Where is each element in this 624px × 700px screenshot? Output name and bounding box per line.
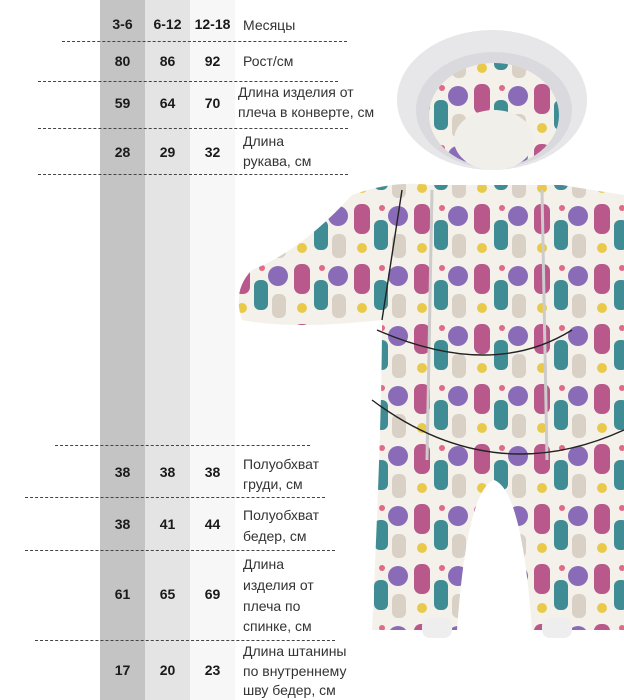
row-height-value-3: 92 <box>204 53 221 69</box>
row-length-envelope-value-3: 70 <box>204 95 221 111</box>
divider <box>25 550 335 551</box>
row-inseam-label-line-3: шву бедер, см <box>243 682 336 698</box>
row-chest-value-1: 38 <box>114 464 131 480</box>
row-hips-value-3: 44 <box>204 516 221 532</box>
row-height-value-2: 86 <box>159 53 176 69</box>
row-chest-label-line-1: Полуобхват <box>243 456 320 472</box>
divider <box>38 128 348 129</box>
row-inseam-value-2: 20 <box>159 662 176 678</box>
row-hips-label-line-2: бедер, см <box>243 528 307 544</box>
divider <box>38 174 348 175</box>
header-label: Месяцы <box>243 17 296 33</box>
divider <box>25 497 325 498</box>
row-chest-value-3: 38 <box>204 464 221 480</box>
row-sleeve-value-2: 29 <box>159 144 176 160</box>
header-size-12-18: 12-18 <box>194 16 231 32</box>
header-size-6-12: 6-12 <box>153 16 182 32</box>
row-length-envelope-value-1: 59 <box>114 95 131 111</box>
row-back-length-value-2: 65 <box>159 586 176 602</box>
row-back-length-value-3: 69 <box>204 586 221 602</box>
row-inseam-label-line-2: по внутреннему <box>243 663 347 679</box>
row-chest-label-line-2: груди, см <box>243 476 303 492</box>
divider <box>62 41 347 42</box>
row-back-length-label-line-1: Длина <box>243 556 284 572</box>
row-hips-value-1: 38 <box>114 516 131 532</box>
row-back-length-value-1: 61 <box>114 586 131 602</box>
row-inseam-label-line-1: Длина штанины <box>243 643 347 659</box>
row-length-envelope-label-line-2: плеча в конверте, см <box>238 104 375 120</box>
header-size-3-6: 3-6 <box>112 16 133 32</box>
row-sleeve-label-line-2: рукава, см <box>243 153 312 169</box>
row-height-value-1: 80 <box>114 53 131 69</box>
divider <box>55 445 310 446</box>
row-sleeve-value-1: 28 <box>114 144 131 160</box>
row-length-envelope-value-2: 64 <box>159 95 176 111</box>
row-hips-label-line-1: Полуобхват <box>243 507 320 523</box>
row-inseam-value-3: 23 <box>204 662 221 678</box>
row-chest-value-2: 38 <box>159 464 176 480</box>
row-inseam-value-1: 17 <box>114 662 131 678</box>
row-height-label: Рост/см <box>243 53 294 69</box>
row-hips-value-2: 41 <box>159 516 176 532</box>
row-back-length-label-line-3: плеча по <box>243 598 301 614</box>
row-sleeve-label-line-1: Длина <box>243 133 284 149</box>
row-length-envelope-label-line-1: Длина изделия от <box>238 84 354 100</box>
row-back-length-label-line-2: изделия от <box>243 577 314 593</box>
row-back-length-label-line-4: спинке, см <box>243 618 312 634</box>
row-sleeve-value-3: 32 <box>204 144 221 160</box>
